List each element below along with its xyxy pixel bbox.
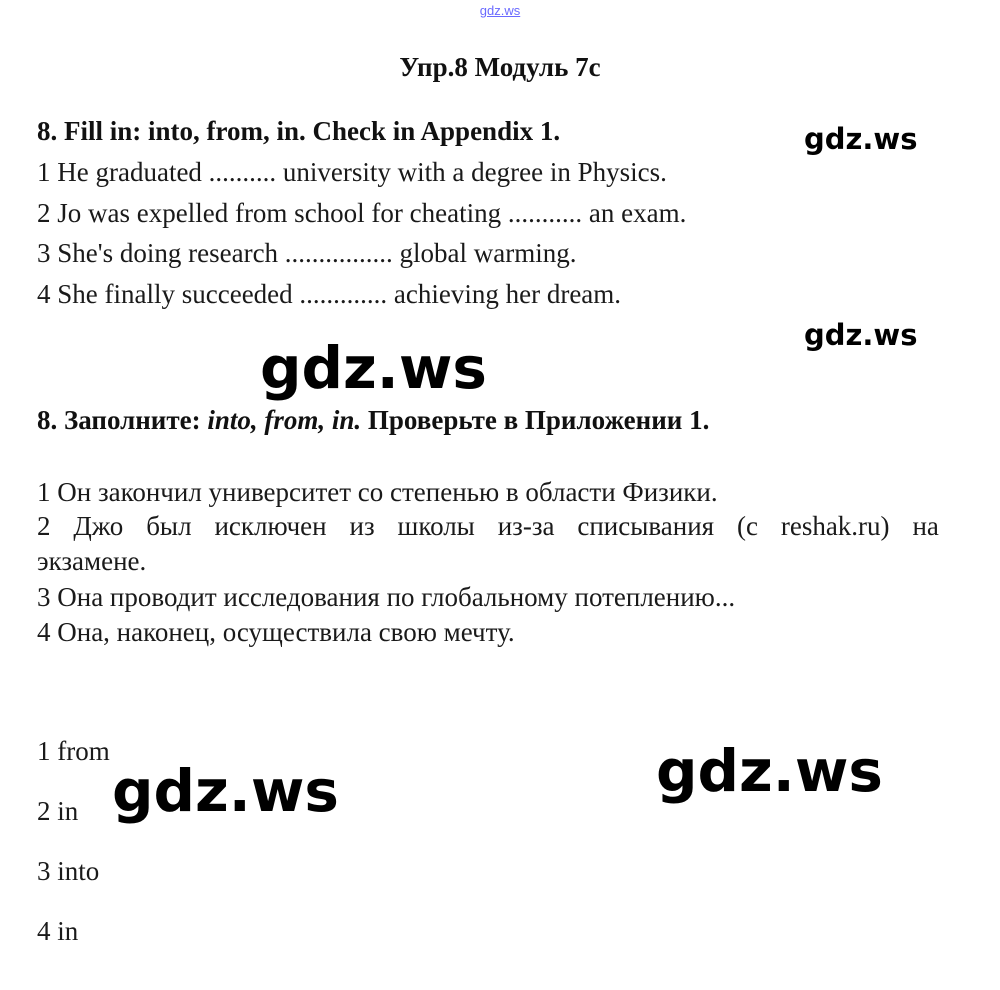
top-watermark-link[interactable]: gdz.ws (479, 3, 521, 18)
english-item-3: 3 She's doing research ................ global warming. (37, 238, 577, 268)
word: исключен (214, 511, 327, 541)
word: из (349, 511, 375, 541)
watermark: gdz.ws (260, 334, 487, 402)
answer-4: 4 in (37, 916, 79, 946)
english-item-1: 1 He graduated .......... university with a degree in Physics. (37, 157, 667, 187)
english-heading: 8. Fill in: into, from, in. Check in Appendix 1. (37, 116, 561, 146)
russian-heading-words: into, from, in. (207, 405, 362, 435)
answer-2: 2 in (37, 796, 79, 826)
watermark: gdz.ws (656, 737, 883, 805)
word: был (146, 511, 192, 541)
answer-1: 1 from (37, 736, 110, 766)
russian-heading-start: 8. Заполните: (37, 405, 208, 435)
word: списывания (577, 511, 715, 541)
word: Джо (73, 511, 124, 541)
russian-item-1: 1 Он закончил университет со степенью в области Физики. (37, 477, 718, 507)
watermark: gdz.ws (804, 122, 918, 156)
russian-heading (37, 405, 709, 436)
russian-item-3: 3 Она проводит исследования по глобальному потеплению... (37, 582, 736, 612)
watermark: gdz.ws (112, 757, 339, 825)
word: из-за (497, 511, 555, 541)
english-item-2: 2 Jo was expelled from school for cheating ........... an exam. (37, 198, 687, 228)
russian-item-2 (37, 511, 939, 542)
word: 2 (37, 511, 51, 541)
russian-heading-end: Проверьте в Приложении 1. (361, 405, 710, 435)
answer-3: 3 into (37, 856, 100, 886)
word: на (912, 511, 939, 541)
russian-item-4: 4 Она, наконец, осуществила свою мечту. (37, 617, 515, 647)
word: reshak.ru) (780, 511, 890, 541)
word: школы (397, 511, 475, 541)
russian-item-2-continued: экзамене. (37, 546, 147, 576)
page-title: Упр.8 Модуль 7с (399, 52, 601, 82)
watermark: gdz.ws (804, 318, 918, 352)
english-item-4: 4 She finally succeeded ............. achieving her dream. (37, 279, 622, 309)
word: (с (736, 511, 758, 541)
